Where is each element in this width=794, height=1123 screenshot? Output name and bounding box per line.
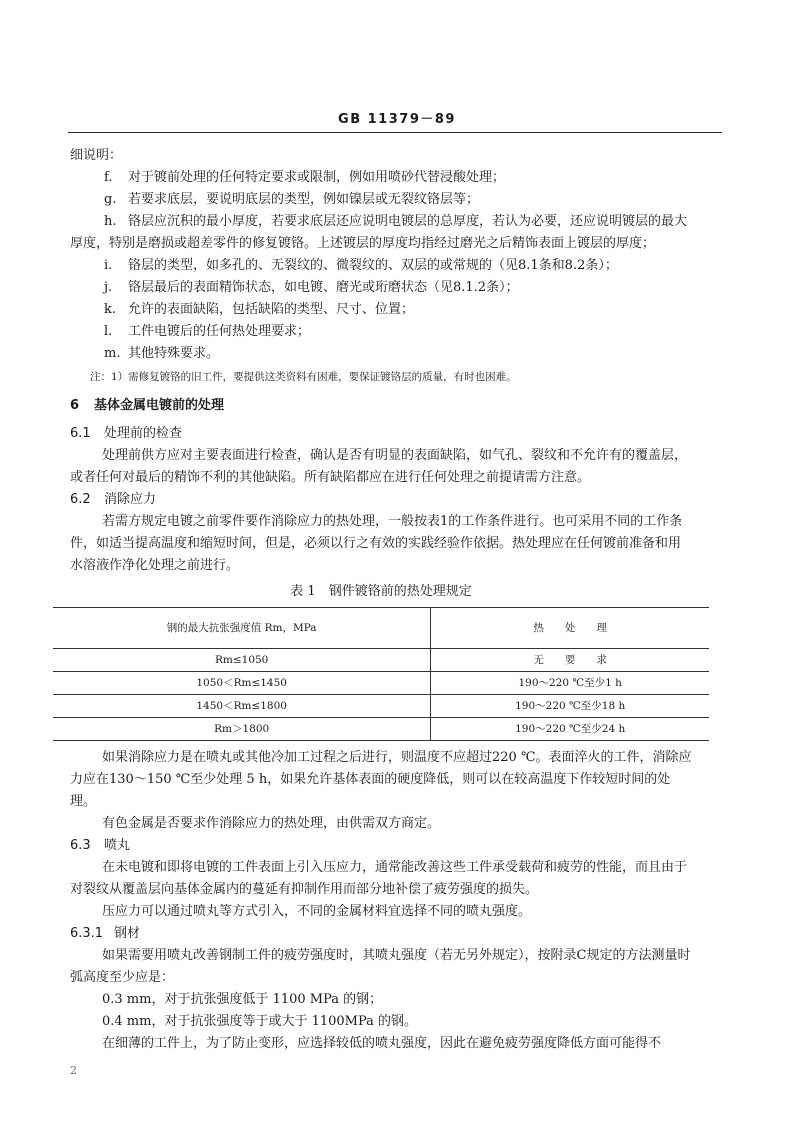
subsection-number: 6.2 <box>70 492 91 507</box>
paragraph-nonferrous: 有色金属是否要求作消除应力的热处理，由供需双方商定。 <box>102 816 441 831</box>
section-heading-6 <box>70 395 692 417</box>
table-cell: Rm＞1800 <box>53 718 431 741</box>
list-item-m <box>70 343 692 365</box>
table-cell: 190～220 ℃至少1 h <box>431 672 709 695</box>
subsection-number: 6.1 <box>70 426 91 441</box>
footnote: 注：1）需修复镀铬的旧工件，要提供这类资料有困难，要保证镀铬层的质量，有时也困难。 <box>90 371 517 383</box>
item-label: j. <box>104 280 113 295</box>
shot-peening-line-1: 0.3 mm，对于抗张强度低于 1100 MPa 的钢； <box>102 992 383 1007</box>
table-cell: Rm≤1050 <box>53 649 431 672</box>
item-text: 铬层最后的表面精饰状态，如电镀、磨光或珩磨状态（见8.1.2条）； <box>128 280 519 295</box>
list-item-g <box>70 189 692 211</box>
paragraph-6-3-a: 在未电镀和即将电镀的工件表面上引入压应力，通常能改善这些工件承受载荷和疲劳的性能，而且由于对裂纹从覆盖层向基体金属内的蔓延有抑制作用而部分地补偿了疲劳强度的损失。 <box>70 860 688 897</box>
paragraph-thin-parts: 在细薄的工件上，为了防止变形，应选择较低的喷丸强度，因此在避免疲劳强度降低方面可能得不 <box>102 1036 662 1051</box>
list-item-h <box>70 211 692 255</box>
section-title: 基体金属电镀前的处理 <box>94 398 225 413</box>
page-number: 2 <box>70 1064 77 1077</box>
subsection-title: 喷丸 <box>104 838 131 853</box>
list-item-j <box>70 277 692 299</box>
list-item-f <box>70 167 692 189</box>
table-row <box>53 672 709 695</box>
heat-treatment-table <box>53 607 709 741</box>
subsection-title: 钢材 <box>114 926 141 941</box>
paragraph-6-3-1: 如果需要用喷丸改善钢制工件的疲劳强度时，其喷丸强度（若无另外规定），按附录C规定的方法测量时弧高度至少应是： <box>70 948 691 985</box>
item-text: 铬层应沉积的最小厚度，若要求底层还应说明电镀层的总厚度，若认为必要，还应说明镀层的最大厚度，特别是磨损或超差零件的修复镀铬。上述镀层的厚度均指经过磨光之后精饰表面上镀层的厚度； <box>70 214 688 251</box>
item-label: f. <box>104 170 113 185</box>
item-label: k. <box>104 302 117 317</box>
item-text: 允许的表面缺陷，包括缺陷的类型、尺寸、位置； <box>128 302 415 317</box>
paragraph-6-1: 处理前供方应对主要表面进行检查，确认是否有明显的表面缺陷，如气孔、裂纹和不允许有的覆盖层，或者任何对最后的精饰不利的其他缺陷。所有缺陷都应在进行任何处理之前提请需方注意。 <box>70 448 688 485</box>
item-label: i. <box>104 258 113 273</box>
list-item-l <box>70 321 692 343</box>
table-cell: 190～220 ℃至少24 h <box>431 718 709 741</box>
item-text: 若要求底层，要说明底层的类型，例如镍层或无裂纹铬层等； <box>128 192 480 207</box>
subsection-title: 处理前的检查 <box>104 426 183 441</box>
item-label: l. <box>104 324 113 339</box>
table-cell: 无 要 求 <box>431 649 709 672</box>
page-header: GB 11379－89 <box>338 112 456 127</box>
header-rule <box>68 132 722 133</box>
subsection-number: 6.3 <box>70 838 91 853</box>
subsection-number: 6.3.1 <box>70 926 104 941</box>
subsection-heading-6-3 <box>70 835 692 857</box>
paragraph-6-3-b: 压应力可以通过喷丸等方式引入，不同的金属材料宜选择不同的喷丸强度。 <box>102 904 532 919</box>
table-row <box>53 718 709 741</box>
table-cell: 190～220 ℃至少18 h <box>431 695 709 718</box>
table-cell: 1450＜Rm≤1800 <box>53 695 431 718</box>
table-header-row <box>53 608 709 649</box>
item-text: 对于镀前处理的任何特定要求或限制，例如用喷砂代替浸酸处理； <box>128 170 506 185</box>
item-text: 铬层的类型，如多孔的、无裂纹的、微裂纹的、双层的或常规的（见8.1条和8.2条）； <box>128 258 618 273</box>
shot-peening-line-2: 0.4 mm，对于抗张强度等于或大于 1100MPa 的钢。 <box>102 1014 418 1029</box>
table-header-cell: 钢的最大抗张强度值 Rm，MPa <box>53 608 431 649</box>
table-row <box>53 649 709 672</box>
subsection-title: 消除应力 <box>104 492 157 507</box>
section-number: 6 <box>70 398 80 413</box>
table-cell: 1050＜Rm≤1450 <box>53 672 431 695</box>
table-header-cell: 热 处 理 <box>431 608 709 649</box>
document-body <box>70 145 692 1055</box>
table-title: 表 1 钢件镀铬前的热处理规定 <box>290 584 472 599</box>
intro-text: 细说明： <box>70 148 123 163</box>
item-label: g. <box>104 192 117 207</box>
item-text: 工件电镀后的任何热处理要求； <box>128 324 311 339</box>
subsection-heading-6-2 <box>70 489 692 511</box>
paragraph-6-2: 若需方规定电镀之前零件要作消除应力的热处理，一般按表1的工作条件进行。也可采用不同的工作条件，如适当提高温度和缩短时间，但是，必须以行之有效的实践经验作依据。热处理应在任何镀前准备和用水溶液作净化处理之前进行。 <box>70 514 683 573</box>
list-item-k <box>70 299 692 321</box>
subsection-heading-6-3-1 <box>70 923 692 945</box>
item-text: 其他特殊要求。 <box>128 346 220 361</box>
item-label: m. <box>104 346 121 361</box>
table-row <box>53 695 709 718</box>
paragraph-stress-relief-temperature: 如果消除应力是在喷丸或其他冷加工过程之后进行，则温度不应超过220 ℃。表面淬火的工件，消除应力应在130～150 ℃至少处理 5 h，如果允许基体表面的硬度降低，则可以在较高温度下作较短时间的处理。 <box>70 750 692 809</box>
item-label: h. <box>104 214 117 229</box>
list-item-i <box>70 255 692 277</box>
subsection-heading-6-1 <box>70 423 692 445</box>
